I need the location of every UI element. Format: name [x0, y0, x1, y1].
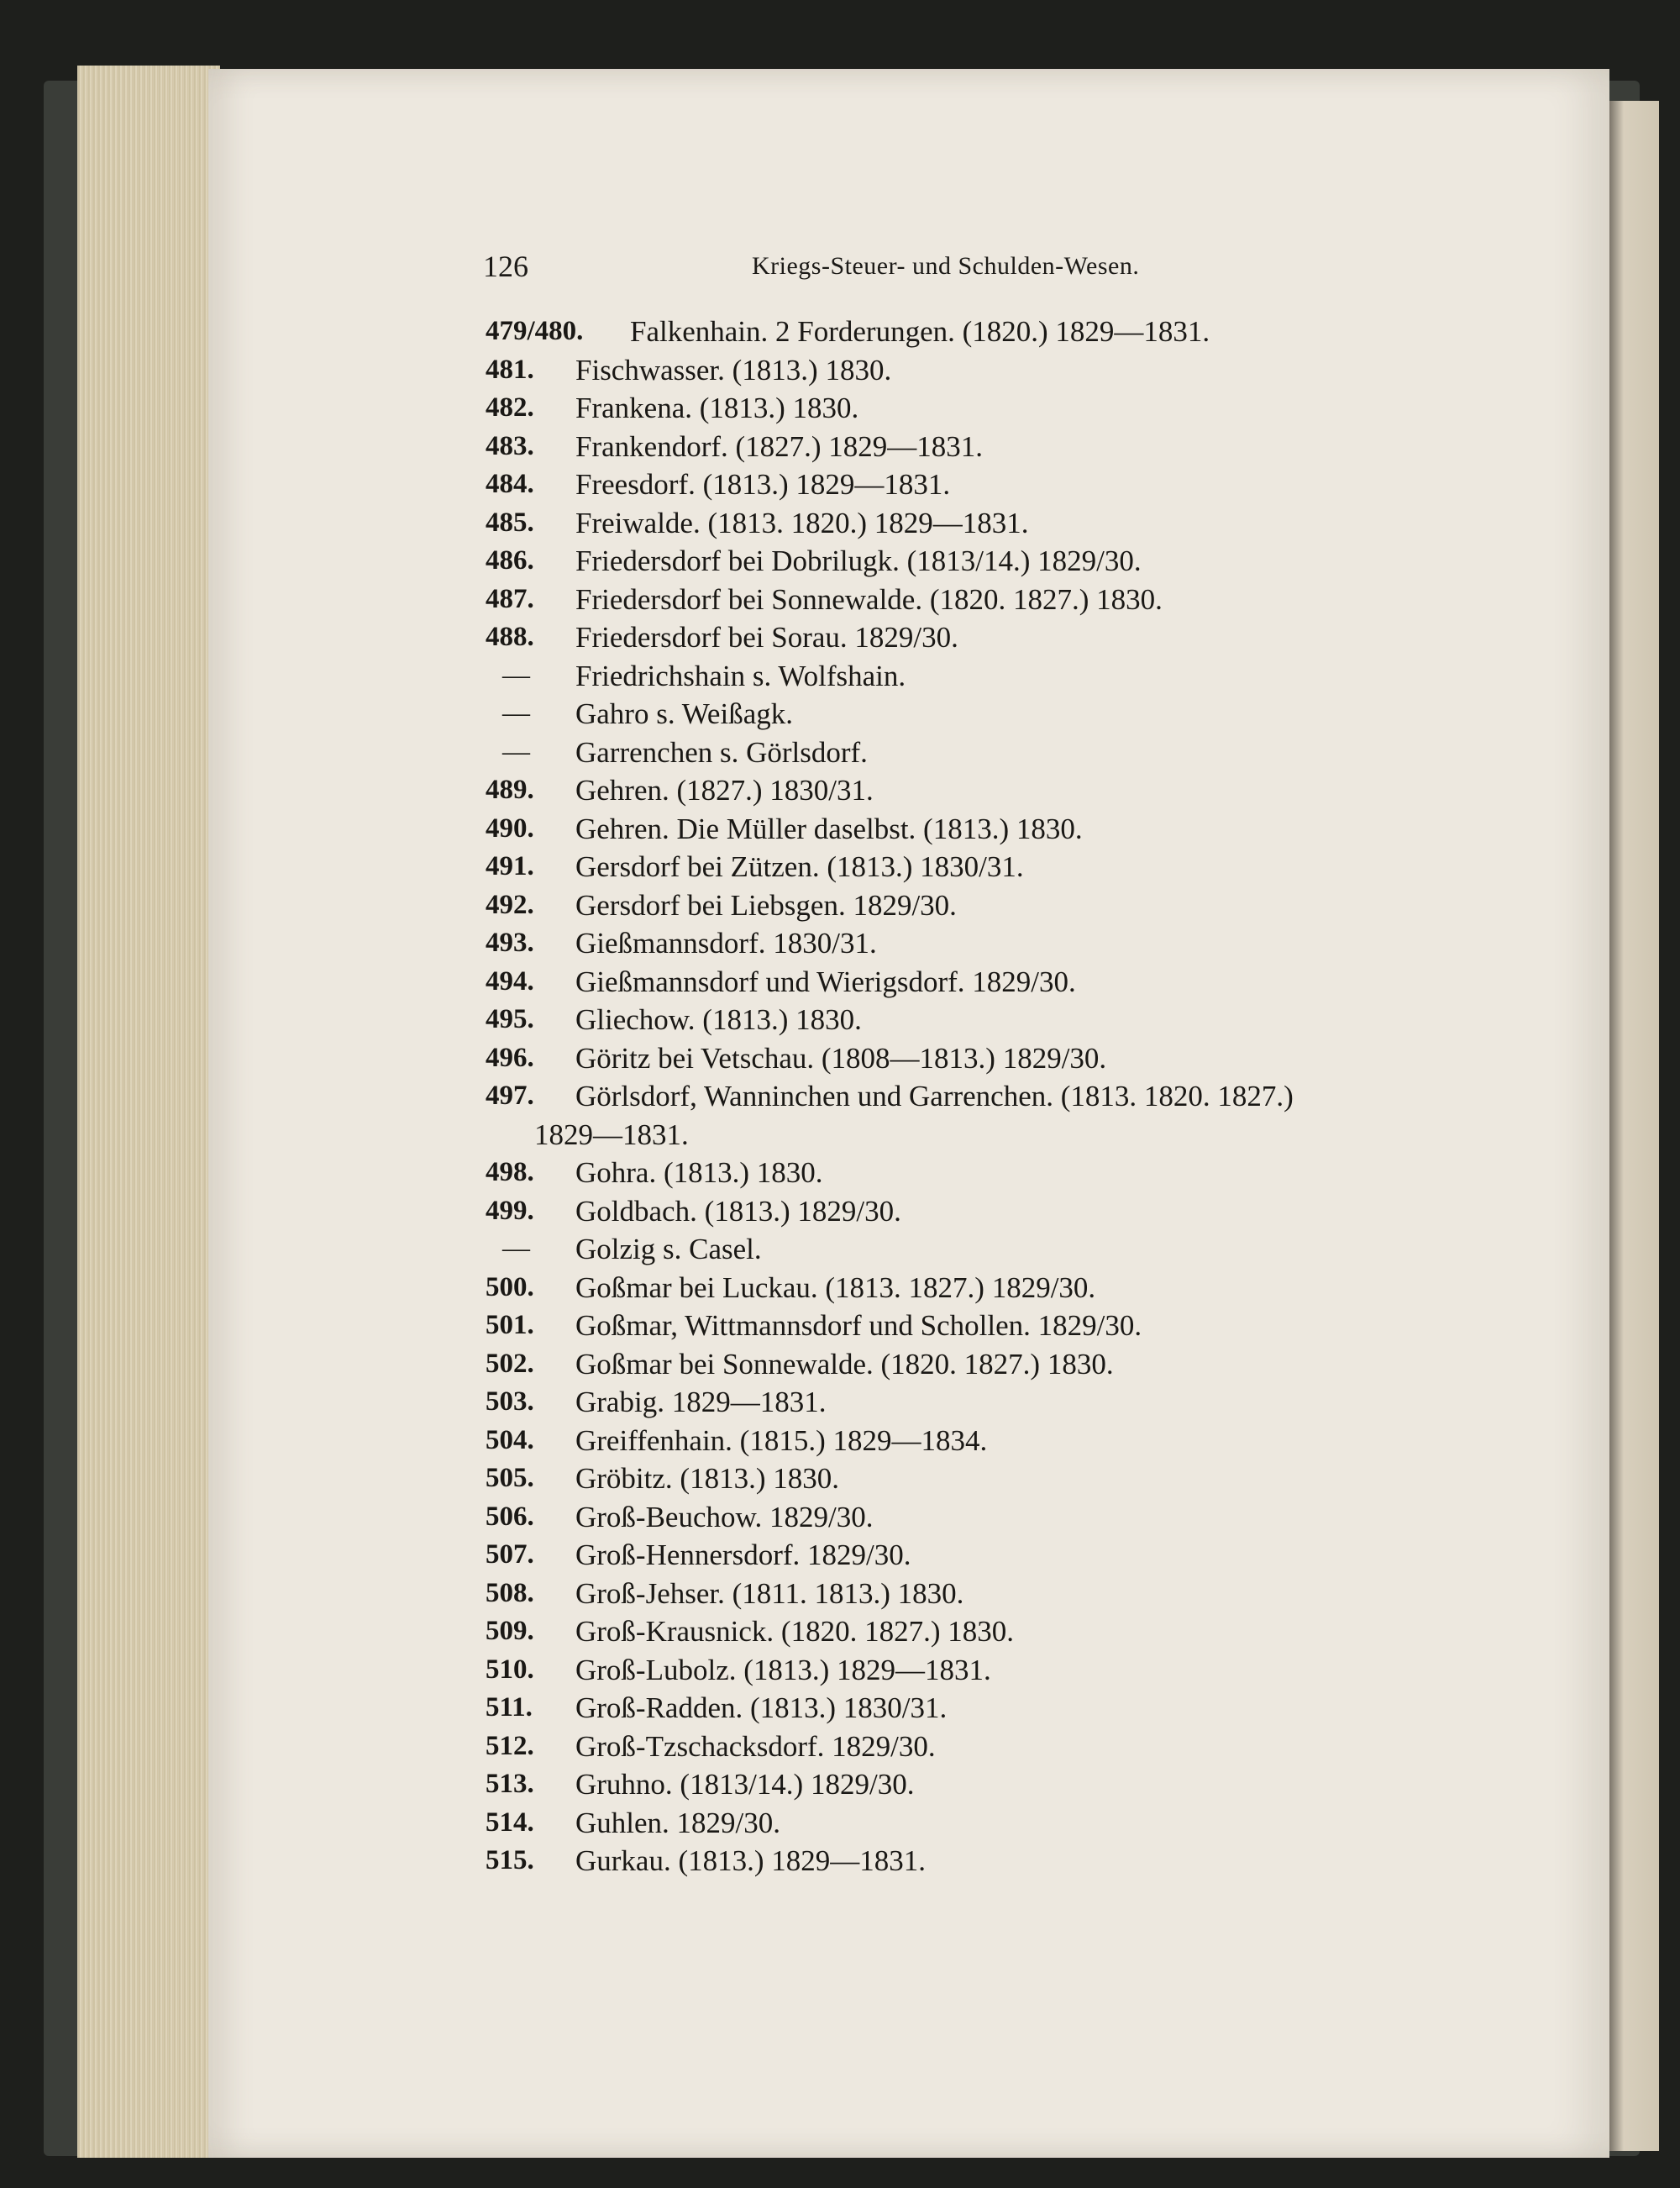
entry-number: 483. [486, 430, 534, 461]
entry-list [486, 313, 1603, 1880]
entry-text: Gehren. Die Müller daselbst. (1813.) 1830. [575, 812, 1083, 845]
entry-text: Gersdorf bei Zützen. (1813.) 1830/31. [575, 850, 1024, 883]
entry-number: 496. [486, 1042, 534, 1073]
entry-number: 490. [486, 813, 534, 844]
entry-text: Groß-Jehser. (1811. 1813.) 1830. [575, 1576, 964, 1610]
entry-text: Gohra. (1813.) 1830. [575, 1156, 823, 1189]
entry-text: Friedersdorf bei Sorau. 1829/30. [575, 621, 958, 654]
entry-number: — [502, 736, 530, 767]
entry-number: 509. [486, 1616, 534, 1646]
entry-text: Freesdorf. (1813.) 1829—1831. [575, 468, 951, 501]
entry-text: Gurkau. (1813.) 1829—1831. [575, 1844, 927, 1877]
list-item [486, 924, 1603, 963]
entry-text: Frankendorf. (1827.) 1829—1831. [575, 429, 984, 463]
entry-number: 515. [486, 1845, 534, 1875]
list-item [486, 504, 1603, 543]
entry-number: 500. [486, 1271, 534, 1302]
list-item [486, 1154, 1603, 1192]
list-item [486, 351, 1603, 390]
entry-number: 484. [486, 469, 534, 499]
list-item [486, 1536, 1603, 1575]
entry-continuation: 1829—1831. [534, 1118, 689, 1151]
entry-text: Groß-Beuchow. 1829/30. [575, 1500, 874, 1533]
entry-text: Garrenchen s. Görlsdorf. [575, 735, 868, 769]
entry-number: 495. [486, 1004, 534, 1034]
list-item [486, 657, 1603, 696]
list-item [486, 771, 1603, 810]
entry-text: Gießmannsdorf. 1830/31. [575, 927, 877, 960]
entry-text: Goßmar, Wittmannsdorf und Schollen. 1829/30. [575, 1309, 1142, 1342]
list-item [486, 734, 1603, 772]
page-edge-stack [77, 66, 220, 2158]
entry-text: Gehren. (1827.) 1830/31. [575, 774, 874, 807]
entry-text: Falkenhain. 2 Forderungen. (1820.) 1829—1831. [630, 315, 1210, 348]
entry-text: Friedersdorf bei Sonnewalde. (1820. 1827.) 1830. [575, 582, 1163, 616]
list-item [486, 1728, 1603, 1766]
entry-text: Groß-Radden. (1813.) 1830/31. [575, 1691, 948, 1724]
entry-text: Grabig. 1829—1831. [575, 1386, 827, 1418]
running-title: Kriegs-Steuer- und Schulden-Wesen. [752, 252, 1140, 280]
entry-number: 513. [486, 1769, 534, 1799]
list-item [486, 618, 1603, 657]
list-item [486, 542, 1603, 581]
entry-text: Groß-Krausnick. (1820. 1827.) 1830. [575, 1615, 1014, 1648]
list-item [486, 313, 1603, 351]
entry-text: Gröbitz. (1813.) 1830. [575, 1462, 839, 1495]
list-item [486, 1230, 1603, 1269]
entry-text: Gersdorf bei Liebsgen. 1829/30. [575, 888, 957, 922]
entry-text: Greiffenhain. (1815.) 1829—1834. [575, 1423, 988, 1457]
entry-number: 512. [486, 1730, 534, 1761]
entry-number: 491. [486, 851, 534, 881]
entry-number: 507. [486, 1539, 534, 1570]
entry-text: Goldbach. (1813.) 1829/30. [575, 1194, 901, 1228]
entry-text: Groß-Lubolz. (1813.) 1829—1831. [575, 1653, 991, 1686]
list-item [486, 1460, 1603, 1498]
entry-text: Görlsdorf, Wanninchen und Garrenchen. (1813. 1820. 1827.) [575, 1080, 1294, 1112]
entry-number: 510. [486, 1654, 534, 1685]
entry-number: — [502, 1233, 530, 1264]
entry-number: 492. [486, 889, 534, 920]
entry-number: 489. [486, 775, 534, 805]
entry-text: Groß-Tzschacksdorf. 1829/30. [575, 1729, 936, 1763]
entry-text: Friedersdorf bei Dobrilugk. (1813/14.) 1829/30. [575, 544, 1142, 577]
entry-text: Friedrichshain s. Wolfshain. [575, 659, 906, 692]
list-item [486, 1039, 1603, 1078]
list-item [486, 389, 1603, 428]
entry-number: 508. [486, 1577, 534, 1608]
entry-number: 498. [486, 1157, 534, 1187]
entry-number: 494. [486, 965, 534, 997]
entry-text: Göritz bei Vetschau. (1808—1813.) 1829/30. [575, 1041, 1107, 1075]
list-item [486, 1765, 1603, 1804]
list-item [486, 581, 1603, 619]
list-item [486, 1383, 1603, 1422]
list-item [486, 1269, 1603, 1307]
entry-text: Gliechow. (1813.) 1830. [575, 1003, 862, 1036]
entry-number: 511. [486, 1692, 533, 1723]
entry-number: 482. [486, 392, 534, 423]
entry-text: Goßmar bei Luckau. (1813. 1827.) 1829/30. [575, 1270, 1096, 1304]
entry-text: Guhlen. 1829/30. [575, 1806, 781, 1839]
list-item [486, 1422, 1603, 1460]
entry-number: 504. [486, 1424, 534, 1455]
entry-number: — [502, 660, 530, 691]
list-item [486, 1001, 1603, 1039]
entry-number: 481. [486, 354, 534, 385]
entry-number: 514. [486, 1807, 534, 1838]
list-item [486, 1689, 1603, 1728]
entry-number: 503. [486, 1386, 534, 1417]
list-item [486, 1307, 1603, 1345]
entry-text: Gießmannsdorf und Wierigsdorf. 1829/30. [575, 965, 1076, 998]
list-item [486, 1575, 1603, 1613]
list-item [486, 465, 1603, 504]
list-item [486, 1345, 1603, 1384]
list-item [486, 1612, 1603, 1651]
entry-number: 493. [486, 928, 534, 958]
entry-text: Goßmar bei Sonnewalde. (1820. 1827.) 1830. [575, 1347, 1114, 1381]
entry-number: — [502, 698, 530, 728]
page-number: 126 [483, 250, 528, 283]
entry-text: Gahro s. Weißagk. [575, 697, 793, 730]
entry-number: 497. [486, 1081, 534, 1111]
entry-text: Fischwasser. (1813.) 1830. [575, 353, 892, 387]
list-item [486, 848, 1603, 886]
list-item [486, 963, 1603, 1002]
entry-number: 486. [486, 545, 534, 576]
list-item [486, 1498, 1603, 1537]
list-item [486, 428, 1603, 466]
list-item [486, 1651, 1603, 1690]
list-item [486, 1842, 1603, 1880]
running-header [483, 249, 1323, 286]
entry-number: 479/480. [486, 316, 584, 346]
entry-text: Golzig s. Casel. [575, 1233, 762, 1265]
entry-text: Gruhno. (1813/14.) 1829/30. [575, 1768, 915, 1801]
entry-number: 506. [486, 1501, 534, 1532]
list-item [486, 810, 1603, 849]
entry-number: 485. [486, 507, 534, 538]
entry-number: 501. [486, 1310, 534, 1340]
entry-number: 505. [486, 1463, 534, 1493]
entry-number: 487. [486, 583, 534, 614]
entry-number: 502. [486, 1348, 534, 1379]
entry-text: Freiwalde. (1813. 1820.) 1829—1831. [575, 506, 1029, 539]
entry-text: Frankena. (1813.) 1830. [575, 392, 859, 424]
list-item [486, 1192, 1603, 1231]
entry-text: Groß-Hennersdorf. 1829/30. [575, 1538, 911, 1571]
list-item [486, 1077, 1603, 1154]
list-item [486, 695, 1603, 734]
list-item [486, 1804, 1603, 1843]
entry-number: 488. [486, 622, 534, 652]
list-item [486, 886, 1603, 925]
entry-number: 499. [486, 1195, 534, 1226]
